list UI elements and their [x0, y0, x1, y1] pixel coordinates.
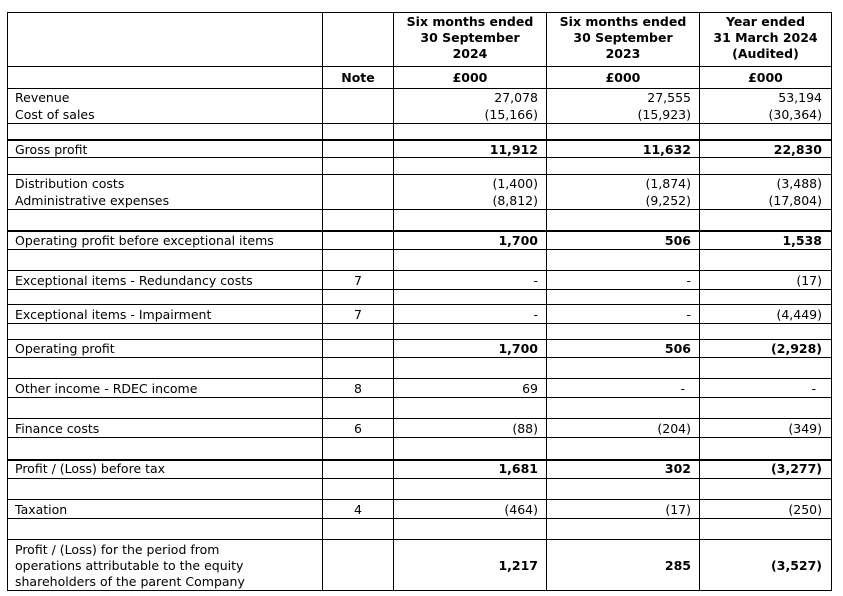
col1-header	[394, 14, 546, 62]
grid-line	[7, 539, 832, 540]
grid-line	[7, 230, 832, 232]
col1-header-line: Six months ended	[406, 14, 534, 29]
grid-line	[7, 339, 832, 340]
grid-line	[7, 304, 832, 305]
row-label: Other income - RDEC income	[15, 381, 198, 396]
grid-line	[7, 209, 832, 210]
cell-value: (15,166)	[484, 107, 538, 122]
cell-value: 69	[522, 381, 538, 396]
cell-value: (3,488)	[776, 176, 822, 191]
cell-value: 506	[664, 341, 691, 356]
cell-value: 302	[664, 461, 691, 476]
grid-line	[7, 249, 832, 250]
col1-header-line: 30 September	[420, 30, 520, 45]
grid-line	[7, 397, 832, 398]
row-label: Exceptional items - Impairment	[15, 307, 212, 322]
col2-header-line: Six months ended	[559, 14, 687, 29]
cell-value: (15,923)	[637, 107, 691, 122]
grid-line	[831, 12, 832, 591]
cell-value: -	[533, 273, 538, 288]
grid-line	[7, 499, 832, 500]
cell-value: (4,449)	[776, 307, 822, 322]
row-label-line: shareholders of the parent Company	[15, 574, 245, 589]
col3-header-line: 31 March 2024	[713, 30, 818, 45]
cell-value: 1,681	[498, 461, 538, 476]
grid-line	[7, 157, 832, 158]
row-label-line: Profit / (Loss) for the period from	[15, 542, 220, 557]
grid-line	[322, 12, 323, 591]
row-label	[15, 542, 245, 590]
grid-line	[7, 590, 832, 591]
cell-value: (3,277)	[771, 461, 822, 476]
cell-value: 27,078	[494, 90, 538, 105]
grid-line	[7, 12, 832, 13]
cell-value: -	[680, 381, 685, 396]
grid-line	[7, 357, 832, 358]
cell-value: 1,538	[782, 233, 822, 248]
row-label: Administrative expenses	[15, 193, 170, 208]
cell-value: 1,700	[498, 233, 538, 248]
row-label: Gross profit	[15, 142, 88, 157]
row-label: Profit / (Loss) before tax	[15, 461, 166, 476]
cell-value: (2,928)	[771, 341, 822, 356]
col2-unit: £000	[605, 70, 641, 85]
cell-value: 22,830	[773, 142, 822, 157]
cell-value: (8,812)	[492, 193, 538, 208]
cell-value: 53,194	[778, 90, 822, 105]
col1-header-line: 2024	[452, 46, 488, 61]
row-label: Operating profit before exceptional items	[15, 233, 274, 248]
grid-line	[7, 518, 832, 519]
col3-unit: £000	[748, 70, 783, 85]
cell-value: (30,364)	[768, 107, 822, 122]
grid-line	[7, 437, 832, 438]
row-label: Operating profit	[15, 341, 115, 356]
cell-value: -	[686, 307, 691, 322]
note-ref: 8	[354, 381, 362, 396]
col3-header	[700, 14, 831, 62]
cell-value: 11,912	[489, 142, 538, 157]
grid-line	[7, 323, 832, 324]
note-ref: 7	[354, 273, 362, 288]
cell-value: 506	[664, 233, 691, 248]
cell-value: (17,804)	[768, 193, 822, 208]
grid-line	[7, 123, 832, 124]
col3-header-line: Year ended	[725, 14, 806, 29]
cell-value: (17)	[796, 273, 822, 288]
cell-value: (250)	[788, 502, 822, 517]
cell-value: -	[533, 307, 538, 322]
cell-value: (349)	[788, 421, 822, 436]
row-label: Finance costs	[15, 421, 100, 436]
grid-line	[7, 289, 832, 290]
cell-value: 27,555	[647, 90, 691, 105]
note-ref: 6	[354, 421, 362, 436]
cell-value: (204)	[657, 421, 691, 436]
row-label: Distribution costs	[15, 176, 125, 191]
col2-header-line: 30 September	[573, 30, 673, 45]
cell-value: -	[686, 273, 691, 288]
cell-value: (3,527)	[771, 558, 822, 573]
row-label: Revenue	[15, 90, 70, 105]
cell-value: 1,217	[498, 558, 538, 573]
cell-value: 1,700	[498, 341, 538, 356]
grid-line	[7, 139, 832, 141]
grid-line	[7, 174, 832, 175]
col2-header-line: 2023	[605, 46, 641, 61]
grid-line	[7, 270, 832, 271]
row-label: Exceptional items - Redundancy costs	[15, 273, 253, 288]
grid-line	[7, 88, 832, 89]
cell-value: 11,632	[642, 142, 691, 157]
col3-header-line: (Audited)	[732, 46, 799, 61]
row-label: Taxation	[15, 502, 68, 517]
grid-line	[7, 418, 832, 419]
note-header: Note	[341, 70, 375, 85]
grid-line	[7, 12, 8, 591]
grid-line	[7, 66, 832, 67]
cell-value: (464)	[504, 502, 538, 517]
note-ref: 7	[354, 307, 362, 322]
grid-line	[7, 478, 832, 479]
row-label: Cost of sales	[15, 107, 95, 122]
cell-value: (17)	[665, 502, 691, 517]
cell-value: (1,400)	[492, 176, 538, 191]
col1-unit: £000	[452, 70, 488, 85]
cell-value: (88)	[512, 421, 538, 436]
row-label-line: operations attributable to the equity	[15, 558, 244, 573]
cell-value: (9,252)	[645, 193, 691, 208]
cell-value: 285	[664, 558, 691, 573]
note-ref: 4	[354, 502, 362, 517]
cell-value: -	[811, 381, 816, 396]
grid-line	[7, 378, 832, 379]
col2-header	[547, 14, 699, 62]
cell-value: (1,874)	[645, 176, 691, 191]
